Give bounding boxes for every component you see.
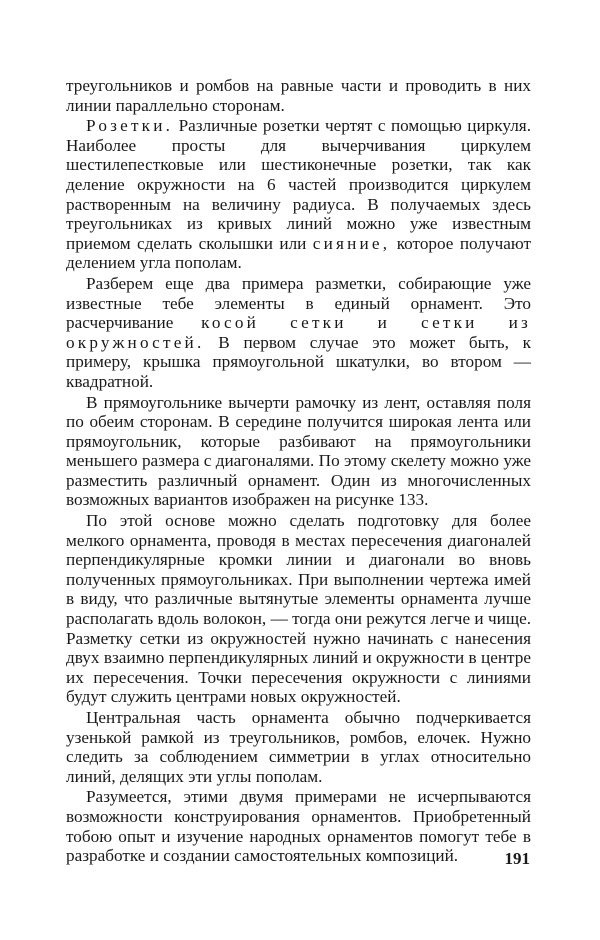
paragraph-4-part-1: В прямоугольнике вычерти рамочку из лент, оставляя поля по обеим сторонам. В середине получится широкая лента или прямоугольник, которые разбивают на прямоугольники меньшего размера с диагоналями. По этому скелету можно уже разместить различный орнамент. Один из многочисленных возможных вариантов изображен на рисунке 133. <box>66 392 531 510</box>
paragraph-3-part-1: Разберем еще два примера разметки, собирающие уже известные тебе элементы в единый орнамент. Это расчерчивание <box>66 273 531 333</box>
paragraph-3-part-3: В первом случае это может быть, к примеру, крышка прямоугольной шкатулки, во втором — квадратной. <box>66 332 531 391</box>
paragraph-5 <box>66 511 531 707</box>
paragraph-7-part-1: Разумеется, этими двумя примерами не исчерпываются возможности конструирования орнаментов. Приобретенный тобою опыт и изучение народных орнаментов помогут тебе в разработке и создании самостоятельных композиций. <box>66 787 531 866</box>
paragraph-2-part-3: сияние, <box>312 233 391 253</box>
paragraph-6 <box>66 708 531 786</box>
page-number: 191 <box>504 849 530 868</box>
paragraph-1-part-1: треугольников и ромбов на равные части и проводить в них линии параллельно сторонам. <box>66 76 531 115</box>
paragraph-1 <box>66 76 531 115</box>
paragraph-4 <box>66 393 531 511</box>
paragraph-2-part-4: которое получают делением угла пополам. <box>66 233 531 273</box>
paragraph-3 <box>66 274 531 392</box>
paragraph-2-part-1: Розетки. <box>86 116 174 136</box>
page-body <box>66 76 531 866</box>
paragraph-3-part-2: косой сетки и сетки из окружностей. <box>66 313 531 352</box>
paragraph-6-part-1: Центральная часть орнамента обычно подчеркивается узенькой рамкой из треугольников, ромбов, елочек. Нужно следить за соблюдением симметрии в углах относительно линий, делящих эти углы пополам. <box>66 708 531 786</box>
paragraph-2 <box>66 116 531 273</box>
paragraph-7 <box>66 787 531 865</box>
paragraph-5-part-1: По этой основе можно сделать подготовку для более мелкого орнамента, проводя в местах пересечения диагоналей перпендикулярные кромки линии и диагонали во вновь полученных прямоугольниках. При выполнении чертежа имей в виду, что различные вытянутые элементы орнамента лучше располагать вдоль волокон, — тогда они режутся легче и чище. Разметку сетки из окружностей нужно начинать с нанесения двух взаимно перпендикулярных линий и окружности в центре их пересечения. Точки пересечения окружности с линиями будут служить центрами новых окружностей. <box>66 511 531 707</box>
paragraph-2-part-2: Различные розетки чертят с помощью циркуля. Наиболее просты для вычерчивания циркулем шестилепестковые или шестиконечные розетки, так как деление окружности на 6 частей производится циркулем растворенным на величину радиуса. В получаемых здесь треугольниках из кривых линий можно уже известным приемом сделать сколышки или <box>66 116 531 253</box>
